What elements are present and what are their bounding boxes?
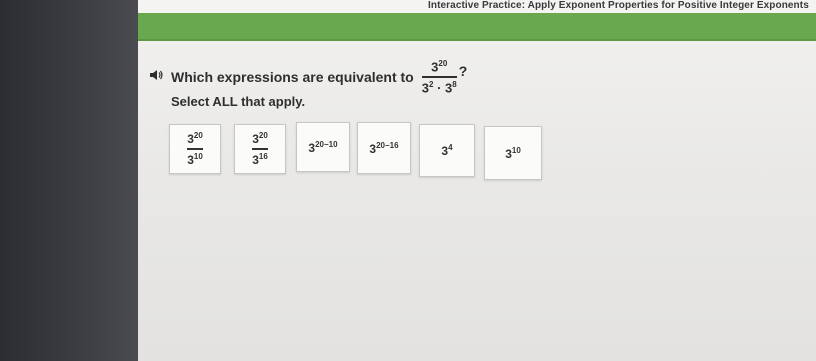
choice-3[interactable]: $3^{20-10}$ xyxy=(296,122,350,172)
expression-denominator: $3^2 \cdot 3^8$ xyxy=(421,80,457,96)
header-banner xyxy=(138,13,816,41)
question-expression xyxy=(422,60,457,95)
choice-6[interactable]: $3^{10}$ xyxy=(484,126,542,180)
expression-numerator: $3^{20}$ xyxy=(431,58,448,74)
title-bar xyxy=(138,0,816,13)
question-text xyxy=(171,57,467,97)
choice-2[interactable]: $\frac{3^{20}}{3^{16}}$ xyxy=(234,124,286,174)
choice-1[interactable]: $\frac{3^{20}}{3^{10}}$ xyxy=(169,124,221,174)
fraction-bar xyxy=(422,76,457,78)
device-bezel xyxy=(0,0,138,361)
choice-5[interactable]: $3^4$ xyxy=(419,124,475,177)
question-prompt: Which expressions are equivalent to xyxy=(171,69,414,85)
speaker-icon[interactable] xyxy=(150,69,164,81)
question-mark: ? xyxy=(458,63,468,79)
screen xyxy=(138,0,816,361)
choice-4[interactable]: $3^{20-16}$ xyxy=(357,122,411,174)
instruction-text: Select ALL that apply. xyxy=(171,94,306,109)
page-title: Interactive Practice: Apply Exponent Properties for Positive Integer Exponents xyxy=(428,0,809,11)
